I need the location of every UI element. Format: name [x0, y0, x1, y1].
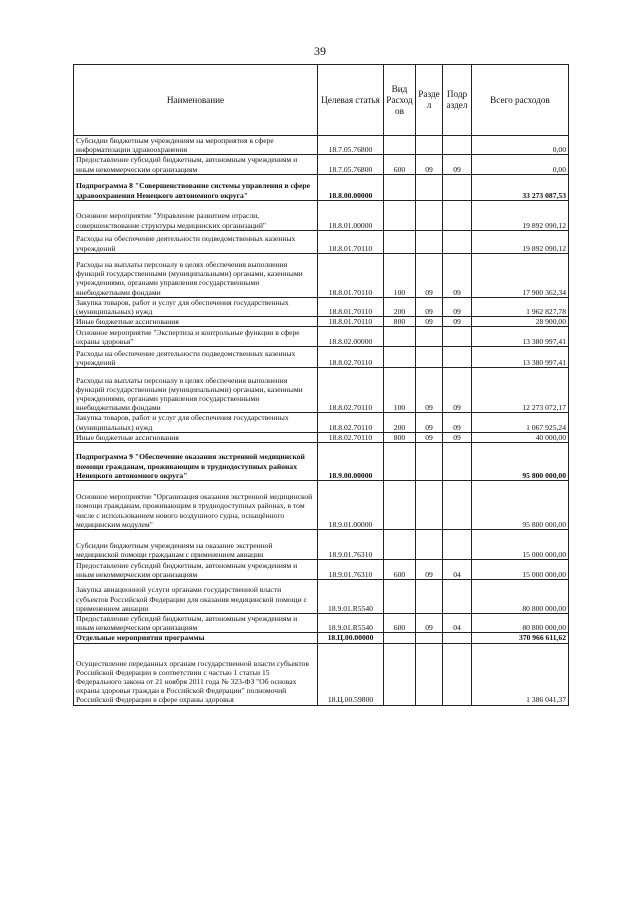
row-name-cell: Основное мероприятие "Организация оказания экстренной медицинской помощи гражданам, проживающим в труднодоступных районах, в том числе с использованием нового воздушного судна, оснащённого медицинским модулем" [74, 481, 318, 530]
row-expense-type-cell [384, 633, 416, 643]
row-expense-type-cell [384, 643, 416, 705]
row-target-article-cell: 18.9.01.76310 [318, 530, 384, 560]
row-expense-type-cell [384, 580, 416, 614]
row-total-cell: 13 380 997,41 [472, 327, 569, 347]
row-total-cell: 13 380 997,41 [472, 347, 569, 368]
row-section-cell [416, 580, 443, 614]
table-row [74, 560, 569, 580]
row-name-cell: Расходы на обеспечение деятельности подведомственных казенных учреждений [74, 347, 318, 368]
row-total-cell: 33 273 087,53 [472, 174, 569, 200]
row-subsection-cell [443, 174, 472, 200]
table-row [74, 368, 569, 413]
table-row [74, 633, 569, 643]
row-name-cell: Предоставление субсидий бюджетным, автономным учреждениям и иным некоммерческим организациям [74, 560, 318, 580]
row-total-cell: 15 000 000,00 [472, 560, 569, 580]
row-expense-type-cell [384, 174, 416, 200]
row-subsection-cell: 09 [443, 413, 472, 432]
table-row [74, 530, 569, 560]
row-target-article-cell: 18.9.01.R5540 [318, 580, 384, 614]
row-total-cell: 95 800 000,00 [472, 443, 569, 481]
row-name-cell: Основное мероприятие "Управление развитием отрасли, совершенствование структуры медицинских организаций" [74, 200, 318, 230]
header-expense-type: Вид Расход ов [384, 65, 416, 136]
row-total-cell: 95 800 000,00 [472, 481, 569, 530]
row-expense-type-cell: 100 [384, 368, 416, 413]
row-subsection-cell: 09 [443, 432, 472, 442]
table-row [74, 580, 569, 614]
row-subsection-cell: 04 [443, 560, 472, 580]
row-expense-type-cell: 100 [384, 253, 416, 297]
row-target-article-cell: 18.8.02.70110 [318, 413, 384, 432]
row-expense-type-cell [384, 481, 416, 530]
row-expense-type-cell [384, 443, 416, 481]
row-subsection-cell [443, 136, 472, 155]
row-name-cell: Предоставление субсидий бюджетным, автономным учреждениям и иным некоммерческим организациям [74, 614, 318, 633]
row-expense-type-cell: 800 [384, 317, 416, 327]
row-section-cell [416, 481, 443, 530]
row-name-cell: Субсидии бюджетным учреждениям на оказание экстренной медицинской помощи гражданам с применением авиации [74, 530, 318, 560]
row-target-article-cell: 18.8.01.70110 [318, 297, 384, 316]
row-target-article-cell: 18.9.01.R5540 [318, 614, 384, 633]
row-total-cell: 19 892 090,12 [472, 230, 569, 253]
row-name-cell: Расходы на выплаты персоналу в целях обеспечения выполнения функций государственными (муниципальными) органами, казенными учреждениями, органами управления государственными внебюджетными фондами [74, 368, 318, 413]
row-total-cell: 15 000 000,00 [472, 530, 569, 560]
row-expense-type-cell [384, 530, 416, 560]
row-expense-type-cell: 600 [384, 155, 416, 174]
table-row [74, 481, 569, 530]
row-target-article-cell: 18.7.05.76800 [318, 155, 384, 174]
header-target-article: Целевая статья [318, 65, 384, 136]
row-name-cell: Закупка товаров, работ и услуг для обеспечения государственных (муниципальных) нужд [74, 413, 318, 432]
row-section-cell: 09 [416, 155, 443, 174]
row-total-cell: 0,00 [472, 155, 569, 174]
row-section-cell: 09 [416, 297, 443, 316]
row-subsection-cell: 04 [443, 614, 472, 633]
row-section-cell: 09 [416, 317, 443, 327]
budget-table [73, 64, 569, 706]
header-section: Разде л [416, 65, 443, 136]
row-section-cell: 09 [416, 560, 443, 580]
row-name-cell: Предоставление субсидий бюджетным, автономным учреждениям и иным некоммерческим организациям [74, 155, 318, 174]
row-section-cell [416, 136, 443, 155]
row-expense-type-cell: 800 [384, 432, 416, 442]
row-total-cell: 370 966 611,62 [472, 633, 569, 643]
row-name-cell: Закупка авиационной услуги органами государственной власти субъектов Российской Федерации для оказания медицинской помощи с применением авиации [74, 580, 318, 614]
header-row [74, 65, 569, 136]
row-target-article-cell: 18.9.01.76310 [318, 560, 384, 580]
table-row [74, 327, 569, 347]
row-section-cell: 09 [416, 432, 443, 442]
page-number: 39 [314, 44, 326, 58]
table-row [74, 174, 569, 200]
row-subsection-cell: 09 [443, 368, 472, 413]
row-total-cell: 28 900,00 [472, 317, 569, 327]
row-name-cell: Осуществление переданных органам государственной власти субъектов Российской Федерации в соответствии с частью 1 статьи 15 Федерального закона от 21 ноября 2011 года № 323-ФЗ "Об основах охраны здоровья граждан в Российской Федерации" полномочий Российской Федерации в сфере охраны здоровья [74, 643, 318, 705]
table-row [74, 317, 569, 327]
table-row [74, 413, 569, 432]
row-total-cell: 17 900 362,34 [472, 253, 569, 297]
table-row [74, 297, 569, 316]
row-name-cell: Иные бюджетные ассигнования [74, 317, 318, 327]
row-subsection-cell [443, 347, 472, 368]
row-name-cell: Расходы на выплаты персоналу в целях обеспечения выполнения функций государственными (муниципальными) органами, казенными учреждениями, органами управления государственными внебюджетными фондами [74, 253, 318, 297]
row-name-cell: Расходы на обеспечение деятельности подведомственных казенных учреждений [74, 230, 318, 253]
row-section-cell: 09 [416, 253, 443, 297]
row-section-cell [416, 530, 443, 560]
row-target-article-cell: 18.8.01.70110 [318, 230, 384, 253]
row-section-cell [416, 230, 443, 253]
table-row [74, 136, 569, 155]
row-subsection-cell [443, 633, 472, 643]
row-expense-type-cell [384, 136, 416, 155]
row-name-cell: Основное мероприятие "Экспертиза и контрольные функции в сфере охраны здоровья" [74, 327, 318, 347]
row-target-article-cell: 18.Ц.00.00000 [318, 633, 384, 643]
row-name-cell: Подпрограмма 9 "Обеспечение оказания экстренной медицинской помощи гражданам, проживающим в труднодоступных районах Ненецкого автономного округа" [74, 443, 318, 481]
row-subsection-cell [443, 580, 472, 614]
row-section-cell [416, 347, 443, 368]
row-target-article-cell: 18.8.02.70110 [318, 347, 384, 368]
row-section-cell: 09 [416, 368, 443, 413]
row-total-cell: 12 273 072,17 [472, 368, 569, 413]
row-subsection-cell: 09 [443, 155, 472, 174]
row-expense-type-cell [384, 200, 416, 230]
row-total-cell: 0,00 [472, 136, 569, 155]
table-row [74, 347, 569, 368]
header-total-expenses: Всего расходов [472, 65, 569, 136]
row-subsection-cell [443, 643, 472, 705]
table-row [74, 432, 569, 442]
row-total-cell: 1 067 925,24 [472, 413, 569, 432]
row-name-cell: Закупка товаров, работ и услуг для обеспечения государственных (муниципальных) нужд [74, 297, 318, 316]
table-row [74, 443, 569, 481]
row-section-cell: 09 [416, 413, 443, 432]
row-section-cell [416, 633, 443, 643]
row-expense-type-cell: 200 [384, 297, 416, 316]
row-name-cell: Отдельные мероприятия программы [74, 633, 318, 643]
row-expense-type-cell [384, 347, 416, 368]
row-total-cell: 19 892 090,12 [472, 200, 569, 230]
row-subsection-cell: 09 [443, 317, 472, 327]
row-expense-type-cell [384, 327, 416, 347]
table-row [74, 155, 569, 174]
row-total-cell: 40 000,00 [472, 432, 569, 442]
row-target-article-cell: 18.8.01.70110 [318, 253, 384, 297]
table-row [74, 643, 569, 705]
row-section-cell [416, 200, 443, 230]
row-subsection-cell: 09 [443, 297, 472, 316]
row-section-cell [416, 327, 443, 347]
row-subsection-cell [443, 481, 472, 530]
row-subsection-cell: 09 [443, 253, 472, 297]
row-expense-type-cell [384, 230, 416, 253]
table-header [74, 65, 569, 136]
header-subsection: Подр аздел [443, 65, 472, 136]
table-row [74, 230, 569, 253]
row-target-article-cell: 18.8.02.00000 [318, 327, 384, 347]
row-section-cell [416, 643, 443, 705]
row-subsection-cell [443, 443, 472, 481]
row-target-article-cell: 18.8.00.00000 [318, 174, 384, 200]
row-subsection-cell [443, 200, 472, 230]
table-row [74, 614, 569, 633]
row-target-article-cell: 18.9.01.00000 [318, 481, 384, 530]
row-subsection-cell [443, 230, 472, 253]
row-section-cell: 09 [416, 614, 443, 633]
row-total-cell: 1 386 041,37 [472, 643, 569, 705]
row-total-cell: 80 800 000,00 [472, 614, 569, 633]
table-row [74, 200, 569, 230]
row-subsection-cell [443, 327, 472, 347]
row-target-article-cell: 18.8.01.00000 [318, 200, 384, 230]
row-name-cell: Подпрограмма 8 "Совершенствование системы управления в сфере здравоохранения Ненецкого автономного округа" [74, 174, 318, 200]
table-body [74, 136, 569, 706]
row-section-cell [416, 443, 443, 481]
header-name: Наименование [74, 65, 318, 136]
row-section-cell [416, 174, 443, 200]
table-row [74, 253, 569, 297]
row-target-article-cell: 18.Ц.00.59800 [318, 643, 384, 705]
row-total-cell: 1 962 827,78 [472, 297, 569, 316]
row-target-article-cell: 18.9.00.00000 [318, 443, 384, 481]
row-subsection-cell [443, 530, 472, 560]
row-target-article-cell: 18.7.05.76800 [318, 136, 384, 155]
row-name-cell: Субсидии бюджетным учреждениям на мероприятия в сфере информатизации здравоохранения [74, 136, 318, 155]
row-target-article-cell: 18.8.01.70110 [318, 317, 384, 327]
row-name-cell: Иные бюджетные ассигнования [74, 432, 318, 442]
row-target-article-cell: 18.8.02.70110 [318, 432, 384, 442]
row-expense-type-cell: 200 [384, 413, 416, 432]
row-target-article-cell: 18.8.02.70110 [318, 368, 384, 413]
row-expense-type-cell: 600 [384, 614, 416, 633]
row-total-cell: 80 800 000,00 [472, 580, 569, 614]
row-expense-type-cell: 600 [384, 560, 416, 580]
